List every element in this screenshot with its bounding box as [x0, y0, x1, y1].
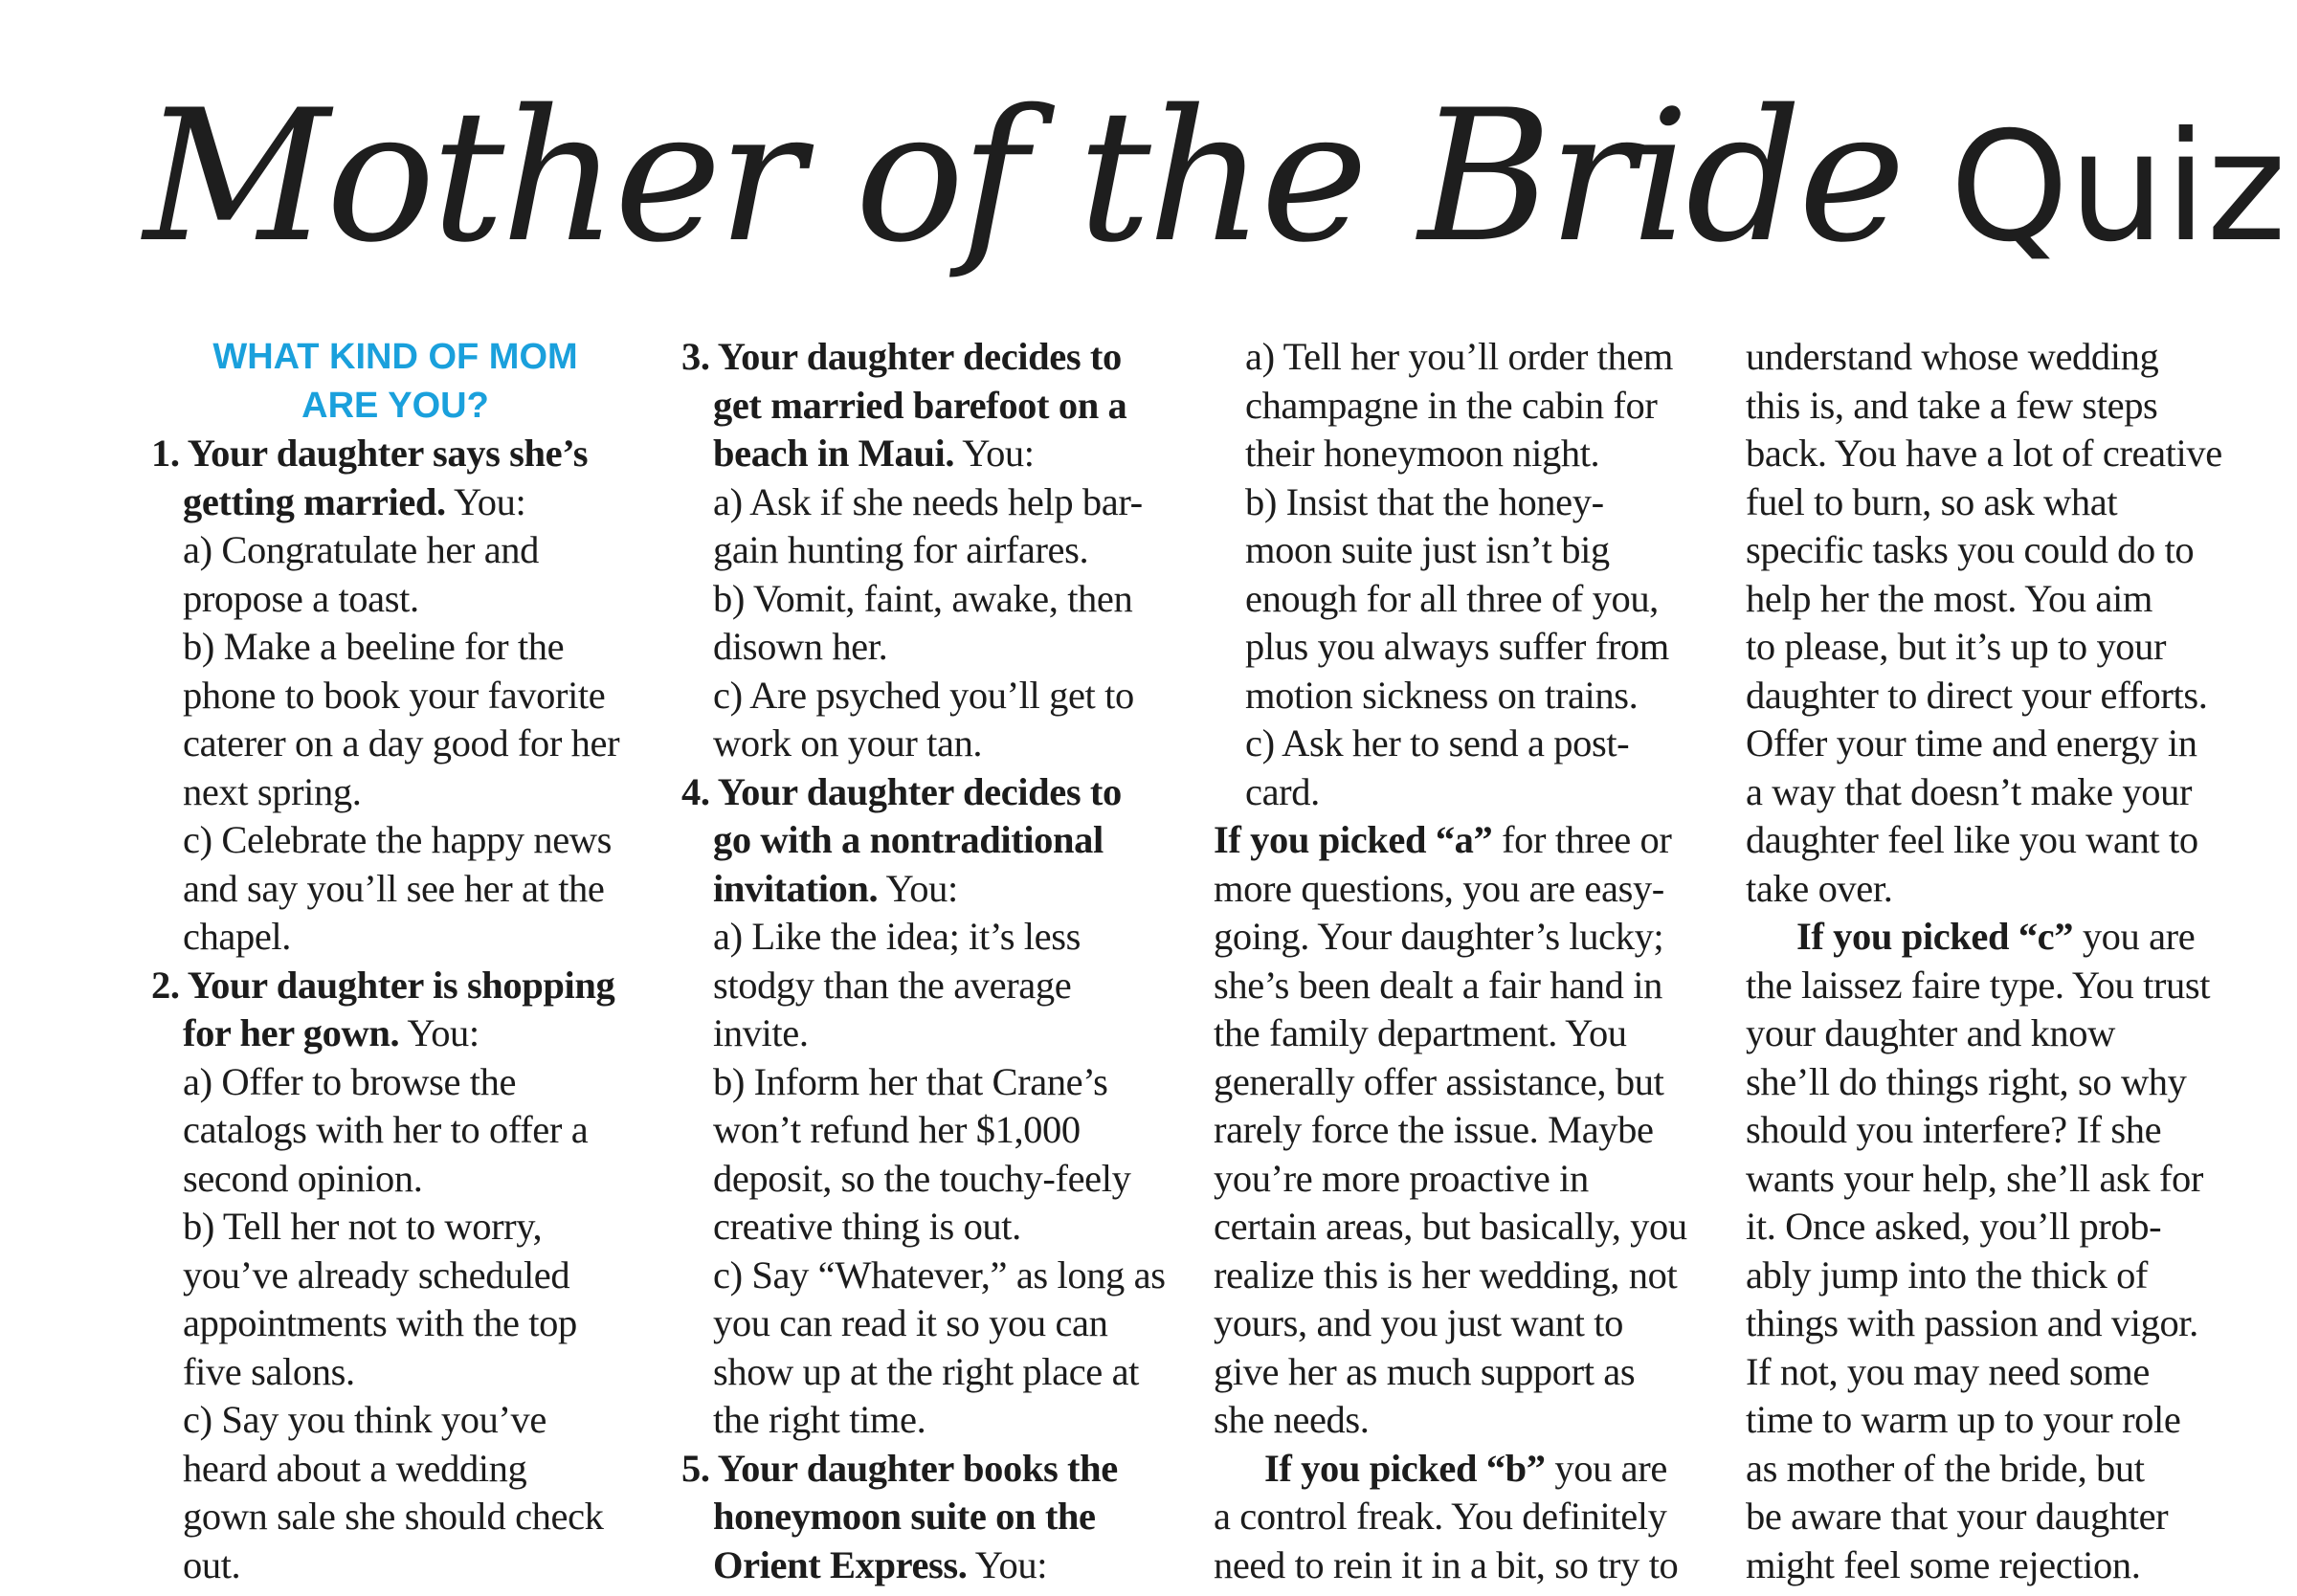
page-title — [144, 71, 2286, 325]
result-a-line: give her as much support as — [1214, 1349, 1636, 1393]
answer-5a-line: champagne in the cabin for — [1245, 383, 1658, 427]
answer-5a-line: a) Tell her you’ll order them — [1245, 335, 1674, 378]
result-c-line: should you interfere? If she — [1746, 1108, 2162, 1151]
result-b-line: daughter feel like you want to — [1746, 818, 2198, 861]
answer-3c-line: work on your tan. — [713, 721, 983, 765]
answer-4a-line: stodgy than the average — [713, 963, 1072, 1007]
answer-5b-line: b) Insist that the honey- — [1245, 479, 1604, 523]
result-c-line: wants your help, she’ll ask for — [1746, 1156, 2203, 1200]
title-quiz-word: Quiz — [1950, 100, 2286, 276]
text-column-4 — [1746, 333, 2243, 1589]
question-3-line — [681, 430, 1179, 478]
title-script-text: Mother of the Bride — [144, 71, 1903, 282]
question-4-line: go with a nontraditional — [713, 818, 1104, 861]
result-b-line: this is, and take a few steps — [1746, 383, 2158, 427]
result-c-line: time to warm up to your role — [1746, 1398, 2181, 1441]
result-a-line: she needs. — [1214, 1398, 1370, 1441]
answer-4c-line: the right time. — [713, 1398, 926, 1441]
answer-1c-line: chapel. — [183, 915, 292, 958]
result-b-line: a way that doesn’t make your — [1746, 769, 2193, 813]
question-2-line: 2. Your daughter is shopping — [151, 963, 615, 1007]
answer-2a-line: second opinion. — [183, 1156, 423, 1200]
section-heading-line: ARE YOU? — [301, 385, 489, 426]
question-4-line — [681, 865, 1179, 914]
question-5-line: 5. Your daughter books the — [681, 1446, 1118, 1490]
result-c-line: as mother of the bride, but — [1746, 1446, 2145, 1490]
question-3-line: 3. Your daughter decides to — [681, 335, 1122, 378]
question-5-line: honeymoon suite on the — [713, 1495, 1096, 1538]
result-a-line: you’re more proactive in — [1214, 1156, 1589, 1200]
result-b-line: take over. — [1746, 866, 1893, 910]
answer-3b-line: b) Vomit, faint, awake, then — [713, 576, 1133, 620]
result-b-line: a control freak. You definitely — [1214, 1495, 1667, 1538]
bold-lead-in: invitation. — [713, 866, 879, 910]
answer-1b-line: phone to book your favorite — [183, 673, 606, 717]
result-a-line: more questions, you are easy- — [1214, 866, 1664, 910]
question-1-line — [151, 478, 649, 527]
result-b-line: help her the most. You aim — [1746, 576, 2152, 620]
answer-5b-line: enough for all three of you, — [1245, 576, 1659, 620]
result-c-line — [1746, 913, 2243, 962]
answer-4c-line: you can read it so you can — [713, 1301, 1108, 1344]
answer-1b-line: next spring. — [183, 769, 362, 813]
result-a-line: certain areas, but basically, you — [1214, 1205, 1687, 1248]
result-b-line: specific tasks you could do to — [1746, 528, 2195, 571]
answer-5b-line: moon suite just isn’t big — [1245, 528, 1610, 571]
result-b-line: understand whose wedding — [1746, 335, 2159, 378]
answer-2b-line: five salons. — [183, 1349, 355, 1393]
answer-3a-line: a) Ask if she needs help bar- — [713, 479, 1143, 523]
result-a-line: realize this is her wedding, not — [1214, 1252, 1678, 1297]
answer-2c-line: c) Say you think you’ve — [183, 1398, 546, 1441]
result-b-line: need to rein it in a bit, so try to — [1214, 1542, 1679, 1586]
text-column-1 — [151, 333, 649, 1589]
answer-5a-line: their honeymoon night. — [1245, 432, 1600, 475]
answer-3c-line: c) Are psyched you’ll get to — [713, 673, 1134, 717]
answer-2b-line: you’ve already scheduled — [183, 1252, 570, 1297]
result-a-line: rarely force the issue. Maybe — [1214, 1108, 1654, 1151]
bold-lead-in: getting married. — [183, 479, 446, 523]
bold-lead-in: beach in Maui. — [713, 432, 955, 475]
answer-5b-line: motion sickness on trains. — [1245, 673, 1639, 717]
text-column-3 — [1214, 333, 1711, 1589]
result-a-line: she’s been dealt a fair hand in — [1214, 963, 1662, 1007]
bold-lead-in: If you picked “c” — [1796, 915, 2074, 958]
answer-4b-line: won’t refund her $1,000 — [713, 1108, 1081, 1151]
answer-2c-line: heard about a wedding — [183, 1446, 527, 1490]
answer-4a-line: invite. — [713, 1011, 809, 1054]
line-text: You: — [445, 479, 526, 523]
result-c-line: your daughter and know — [1746, 1011, 2115, 1054]
result-c-line: it. Once asked, you’ll prob- — [1746, 1205, 2162, 1248]
answer-3b-line: disown her. — [713, 625, 888, 668]
answer-1b-line: caterer on a day good for her — [183, 721, 620, 765]
answer-4c-line: show up at the right place at — [713, 1349, 1140, 1393]
answer-2b-line: b) Tell her not to worry, — [183, 1205, 543, 1248]
result-a-line: generally offer assistance, but — [1214, 1059, 1664, 1103]
bold-lead-in: If you picked “b” — [1264, 1446, 1546, 1490]
line-text: You: — [954, 432, 1035, 475]
answer-1b-line: b) Make a beeline for the — [183, 625, 565, 668]
result-a-line: going. Your daughter’s lucky; — [1214, 915, 1664, 958]
answer-3a-line: gain hunting for airfares. — [713, 528, 1089, 571]
line-text: You: — [967, 1542, 1048, 1586]
answer-4b-line: creative thing is out. — [713, 1205, 1021, 1248]
question-3-line: get married barefoot on a — [713, 383, 1127, 427]
line-text: you are — [2073, 915, 2196, 958]
answer-2c-line: gown sale she should check — [183, 1495, 604, 1538]
question-1-line: 1. Your daughter says she’s — [151, 432, 589, 475]
text-column-2 — [681, 333, 1179, 1589]
answer-4b-line: b) Inform her that Crane’s — [713, 1059, 1108, 1103]
answer-4c-line: c) Say “Whatever,” as long as — [713, 1252, 1166, 1297]
answer-5c-line: card. — [1245, 769, 1320, 813]
result-b-line — [1214, 1445, 1711, 1494]
result-b-line: fuel to burn, so ask what — [1746, 479, 2118, 523]
line-text: for three or — [1492, 818, 1672, 861]
result-c-line: be aware that your daughter — [1746, 1495, 2169, 1538]
bold-lead-in: for her gown. — [183, 1011, 400, 1054]
result-c-line: the laissez faire type. You trust — [1746, 963, 2211, 1007]
result-a-line: yours, and you just want to — [1214, 1301, 1623, 1344]
result-c-line: ably jump into the thick of — [1746, 1252, 2149, 1297]
answer-2a-line: catalogs with her to offer a — [183, 1108, 589, 1151]
result-c-line: she’ll do things right, so why — [1746, 1059, 2187, 1103]
section-heading-line: WHAT KIND OF MOM — [212, 337, 578, 377]
answer-5c-line: c) Ask her to send a post- — [1245, 721, 1630, 765]
question-4-line: 4. Your daughter decides to — [681, 769, 1122, 813]
result-b-line: back. You have a lot of creative — [1746, 432, 2222, 475]
answer-1a-line: propose a toast. — [183, 576, 419, 620]
answer-4a-line: a) Like the idea; it’s less — [713, 915, 1081, 958]
result-b-line: Offer your time and energy in — [1746, 721, 2197, 765]
answer-2a-line: a) Offer to browse the — [183, 1059, 517, 1103]
result-c-line: If not, you may need some — [1746, 1349, 2150, 1393]
result-c-line: might feel some rejection. — [1746, 1542, 2141, 1586]
line-text: you are — [1545, 1446, 1667, 1490]
answer-2c-line: out. — [183, 1542, 241, 1586]
result-b-line: daughter to direct your efforts. — [1746, 673, 2208, 717]
result-c-line: things with passion and vigor. — [1746, 1301, 2198, 1344]
answer-4b-line: deposit, so the touchy-feely — [713, 1156, 1131, 1200]
bold-lead-in: Orient Express. — [713, 1542, 968, 1586]
bold-lead-in: If you picked “a” — [1214, 818, 1493, 861]
question-5-line — [681, 1541, 1179, 1590]
answer-5b-line: plus you always suffer from — [1245, 625, 1669, 668]
line-text: You: — [399, 1011, 479, 1054]
answer-1a-line: a) Congratulate her and — [183, 528, 540, 571]
question-2-line — [151, 1009, 649, 1058]
line-text: You: — [878, 866, 958, 910]
result-b-line: to please, but it’s up to your — [1746, 625, 2167, 668]
answer-1c-line: c) Celebrate the happy news — [183, 818, 613, 861]
result-a-line: the family department. You — [1214, 1011, 1627, 1054]
result-a-line — [1214, 816, 1711, 865]
answer-1c-line: and say you’ll see her at the — [183, 866, 605, 910]
answer-2b-line: appointments with the top — [183, 1301, 577, 1344]
